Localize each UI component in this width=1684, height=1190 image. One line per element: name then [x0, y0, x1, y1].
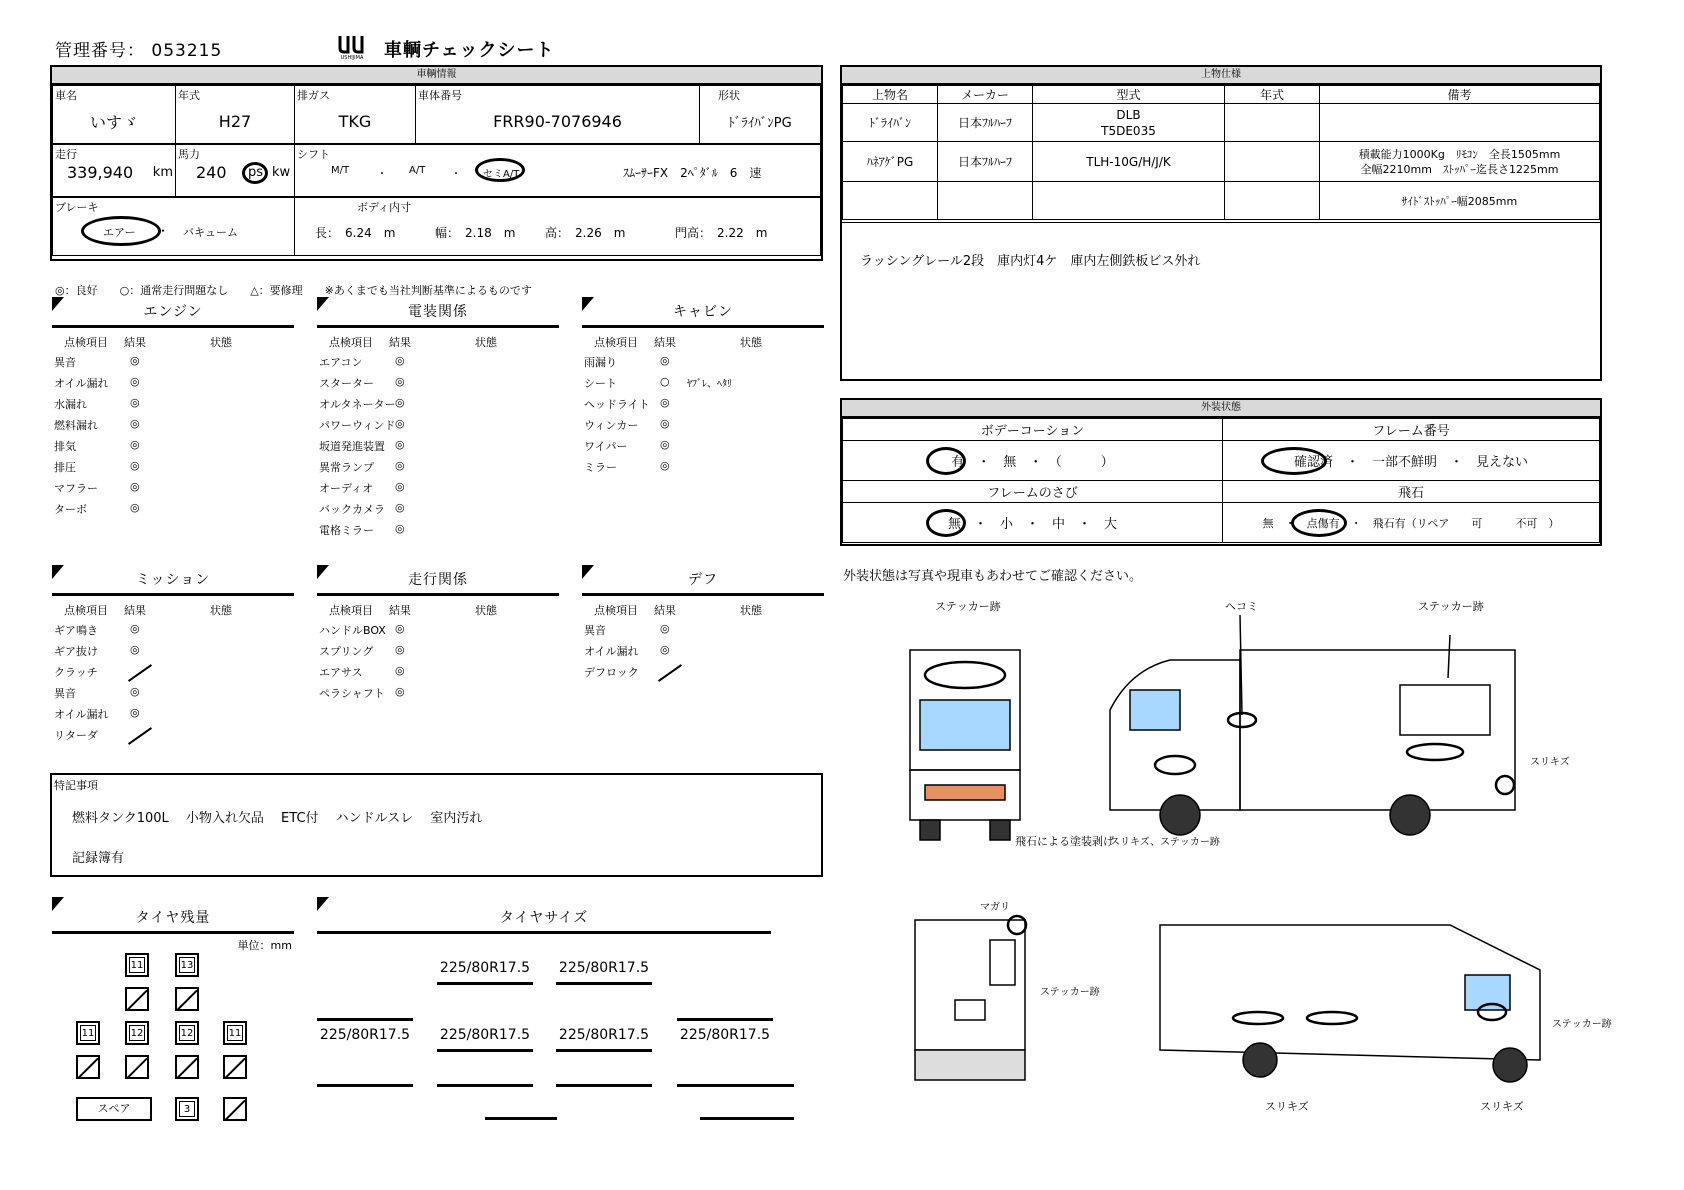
- cabin-title: キャビン: [673, 304, 733, 320]
- electric-section: [317, 297, 559, 541]
- tire-size-title: タイヤサイズ: [499, 910, 589, 926]
- checklist-row: ワイパー ◎: [584, 437, 670, 453]
- chip-value: 無 ・ 点傷有 ・ 飛石有（リペア 可 不可 ）: [1262, 516, 1560, 530]
- tire-size-front-1: 225/80R17.5: [439, 960, 531, 976]
- truck-side-view: [1110, 615, 1515, 835]
- cabin-section: [582, 297, 824, 478]
- body-height: 高： 2.26 m: [545, 226, 626, 240]
- chip-spot-circle: [1291, 509, 1347, 537]
- checklist-row: クラッチ: [52, 662, 294, 683]
- door-height: 門高： 2.22 m: [675, 226, 768, 240]
- svg-text:ステッカー跡: ステッカー跡: [1418, 600, 1484, 613]
- engine-section: [52, 297, 294, 520]
- checklist-row: 異音 ◎: [54, 353, 140, 369]
- column-headers: 点検項目 結果 状態: [64, 335, 232, 349]
- checklist-row: ギア鳴き ◎: [54, 621, 140, 637]
- year-value: H27: [218, 112, 252, 131]
- tire-front-right: 13: [175, 953, 199, 977]
- checklist-row: オイル漏れ ◎: [54, 705, 140, 721]
- exterior-box: [840, 398, 1602, 546]
- exterior-table: ボデーコーション フレーム番号 有 ・ 無 ・ （ ） 確認済 ・ 一部不鮮明 ・ 見えない フレームのさび 飛石 無 ・ 小 ・ 中 ・ 大 無 ・ 点傷有 ・ 飛石有（リペア 可 不可 ）: [842, 418, 1600, 543]
- checklist-row: ターボ ◎: [54, 500, 140, 516]
- tire-remain-title: タイヤ残量: [135, 910, 211, 926]
- checklist-row: シート ○ ﾔﾌﾞﾚ、ﾍﾀﾘ: [584, 374, 732, 390]
- sheet-title: 車輌チェックシート: [384, 40, 555, 61]
- checklist-row: 異常ランプ ◎: [319, 458, 405, 474]
- upper-spec-header: 上物仕様: [842, 67, 1600, 85]
- svg-text:USHIJIMA: USHIJIMA: [340, 55, 364, 60]
- vehicle-row-1: 車名 いすゞ 年式 H27 排ガス TKG 車体番号 FRR90-7076946 形状 ﾄﾞﾗｲﾊﾞﾝPG: [52, 85, 821, 144]
- tire-rear-2: 12: [125, 1021, 149, 1045]
- vehicle-row-3: ブレーキ エアー ・ バキューム ボディ内寸 長： 6.24 m 幅： 2.18 m 高： 2.26 m 門高： 2.22 m: [52, 197, 821, 256]
- checklist-row: ペラシャフト ◎: [319, 684, 405, 700]
- svg-text:ステッカー跡: ステッカー跡: [1552, 1019, 1612, 1030]
- brake-air-circle: [81, 216, 161, 246]
- tire-front-left: 11: [125, 953, 149, 977]
- upper-spec-table: 上物名 メーカー 型式 年式 備考 ﾄﾞﾗｲﾊﾞﾝ 日本ﾌﾙﾊｰﾌ DLB T5DE035 ﾊﾈｱｹﾞPG 日本ﾌﾙﾊｰﾌ TLH-10G/H/J/K 積載能力1000Kg ﾘﾓｺﾝ 全長1505mm 全幅2210mm ｽﾄｯﾊﾟｰ迄長さ1225mm ｻｲﾄﾞｽﾄｯﾊﾟｰ幅2085mm: [842, 85, 1600, 220]
- remarks-line-2: 記録簿有: [72, 851, 125, 866]
- checklist-row: リターダ: [52, 725, 294, 746]
- checklist-row: オーディオ ◎: [319, 479, 405, 495]
- tire-size-rear-2: 225/80R17.5: [439, 1027, 531, 1043]
- tire-front-left-slash: [125, 987, 149, 1011]
- tire-rear-1-slash: [76, 1055, 100, 1079]
- svg-text:ステッカー跡: ステッカー跡: [935, 600, 1001, 613]
- column-headers: 点検項目 結果 状態: [329, 335, 497, 349]
- checklist-row: エアサス ◎: [319, 663, 405, 679]
- tire-size-section: [317, 897, 771, 934]
- tire-rear-3: 12: [175, 1021, 199, 1045]
- checklist-row: 坂道発進装置 ◎: [319, 437, 405, 453]
- company-logo: [330, 34, 374, 60]
- checklist-row: 異音 ◎: [54, 684, 140, 700]
- maker-value: いすゞ: [89, 113, 138, 132]
- checklist-row: 水漏れ ◎: [54, 395, 140, 411]
- tire-size-rear-3: 225/80R17.5: [558, 1027, 650, 1043]
- svg-text:スリキズ: スリキズ: [1480, 1100, 1524, 1113]
- tire-spare-slash: [223, 1097, 247, 1121]
- not-applicable-slash: [128, 727, 152, 745]
- svg-text:スリキズ: スリキズ: [1530, 757, 1570, 768]
- diff-section: [582, 565, 824, 683]
- legend: ◎：良好 ○：通常走行問題なし △：要修理 ※あくまでも当社判断基準によるものです: [55, 284, 532, 297]
- column-headers: 点検項目 結果 状態: [64, 603, 232, 617]
- vehicle-row-2: 走行 339,940 km 馬力 240 ps kw シフト M/T ・ A/T ・ セミA/T ｽﾑｰｻｰFX 2ﾍﾟﾀﾞﾙ 6 速: [52, 144, 821, 197]
- chassis-value: FRR90-7076946: [493, 112, 622, 131]
- column-headers: 点検項目 結果 状態: [594, 335, 762, 349]
- ps-circle: [242, 162, 268, 184]
- engine-title: エンジン: [143, 304, 203, 320]
- checklist-row: ミラー ◎: [584, 458, 670, 474]
- tire-rear-2-slash: [125, 1055, 149, 1079]
- exterior-header: 外装状態: [842, 400, 1600, 418]
- checklist-row: ウィンカー ◎: [584, 416, 670, 432]
- electric-title: 電装関係: [408, 304, 468, 320]
- svg-text:スリキズ: スリキズ: [1265, 1100, 1309, 1113]
- mileage-value: 339,940: [67, 163, 134, 182]
- checklist-row: ハンドルBOX ◎: [319, 621, 405, 637]
- tire-rear-4: 11: [223, 1021, 247, 1045]
- checklist-row: ギア抜け ◎: [54, 642, 140, 658]
- not-applicable-slash: [128, 664, 152, 682]
- running-section: [317, 565, 559, 704]
- svg-text:マガリ: マガリ: [980, 902, 1010, 913]
- checklist-row: ヘッドライト ◎: [584, 395, 670, 411]
- exterior-note: 外装状態は写真や現車もあわせてご確認ください。: [843, 569, 1143, 584]
- checklist-row: バックカメラ ◎: [319, 500, 405, 516]
- rust-value: 無 ・ 小 ・ 中 ・ 大: [947, 517, 1117, 532]
- body-length: 長： 6.24 m: [315, 226, 396, 240]
- tire-size-rear-4: 225/80R17.5: [679, 1027, 771, 1043]
- checklist-row: エアコン ◎: [319, 353, 405, 369]
- body-coat-value: 有 ・ 無 ・ （ ）: [951, 455, 1114, 470]
- frame-confirmed-circle: [1261, 447, 1327, 475]
- rust-none-circle: [926, 509, 966, 537]
- checklist-row: オルタネーター ◎: [319, 395, 405, 411]
- checklist-row: スプリング ◎: [319, 642, 405, 658]
- svg-text:ヘコミ: ヘコミ: [1225, 600, 1258, 613]
- checklist-row: 雨漏り ◎: [584, 353, 670, 369]
- checklist-row: デフロック: [582, 662, 824, 683]
- diff-title: デフ: [688, 572, 718, 588]
- not-applicable-slash: [658, 664, 682, 682]
- tire-unit: 単位：mm: [237, 939, 292, 952]
- running-title: 走行関係: [408, 572, 468, 588]
- checklist-row: スターター ◎: [319, 374, 405, 390]
- frame-no-value: 確認済 ・ 一部不鮮明 ・ 見えない: [1293, 455, 1528, 470]
- management-number: 管理番号： 053215: [55, 41, 223, 61]
- checklist-row: 排気 ◎: [54, 437, 140, 453]
- vehicle-info-box: [50, 65, 823, 261]
- mission-title: ミッション: [135, 572, 211, 588]
- checklist-row: 電格ミラー ◎: [319, 521, 405, 537]
- checklist-row: オイル漏れ ◎: [54, 374, 140, 390]
- upper-spec-box: [840, 65, 1602, 381]
- tire-size-front-2: 225/80R17.5: [558, 960, 650, 976]
- spare-label: スペア: [76, 1097, 152, 1121]
- column-headers: 点検項目 結果 状態: [329, 603, 497, 617]
- mission-section: [52, 565, 294, 746]
- remarks-line-1: 燃料タンク100L 小物入れ欠品 ETC付 ハンドルスレ 室内汚れ: [72, 811, 483, 826]
- hp-value: 240: [196, 163, 227, 182]
- checklist-row: 異音 ◎: [584, 621, 670, 637]
- body-width: 幅： 2.18 m: [435, 226, 516, 240]
- truck-rear-view: [915, 916, 1026, 1080]
- truck-diagram: [840, 590, 1640, 1130]
- body-coat-yes-circle: [926, 447, 966, 475]
- tire-size-rear-1: 225/80R17.5: [319, 1027, 411, 1043]
- tire-spare: 3: [175, 1097, 199, 1121]
- checklist-row: 排圧 ◎: [54, 458, 140, 474]
- tire-front-right-slash: [175, 987, 199, 1011]
- checklist-row: オイル漏れ ◎: [584, 642, 670, 658]
- shape-value: ﾄﾞﾗｲﾊﾞﾝPG: [728, 116, 792, 131]
- checklist-row: パワーウィンド ◎: [319, 416, 405, 432]
- upper-spec-note: ラッシングレール2段 庫内灯4ケ 庫内左側鉄板ビス外れ: [860, 254, 1201, 269]
- semi-at-circle: [475, 158, 525, 182]
- vehicle-info-header: 車輌情報: [52, 67, 821, 85]
- tire-rear-1: 11: [76, 1021, 100, 1045]
- truck-front-view: [910, 650, 1020, 840]
- checklist-row: 燃料漏れ ◎: [54, 416, 140, 432]
- emission-value: TKG: [338, 112, 372, 131]
- chip-paint-label: 飛石による塗装剥げ: [1015, 835, 1114, 848]
- shift-detail: ｽﾑｰｻｰFX 2ﾍﾟﾀﾞﾙ 6 速: [623, 166, 762, 180]
- column-headers: 点検項目 結果 状態: [594, 603, 762, 617]
- truck-rear-perspective: [1160, 925, 1540, 1082]
- svg-text:ステッカー跡: ステッカー跡: [1040, 987, 1100, 998]
- svg-text:スリキズ、ステッカー跡: スリキズ、ステッカー跡: [1110, 837, 1220, 848]
- remarks-box: 特記事項 燃料タンク100L 小物入れ欠品 ETC付 ハンドルスレ 室内汚れ 記録簿有: [50, 773, 823, 877]
- tire-rear-3-slash: [175, 1055, 199, 1079]
- checklist-row: マフラー ◎: [54, 479, 140, 495]
- tire-rear-4-slash: [223, 1055, 247, 1079]
